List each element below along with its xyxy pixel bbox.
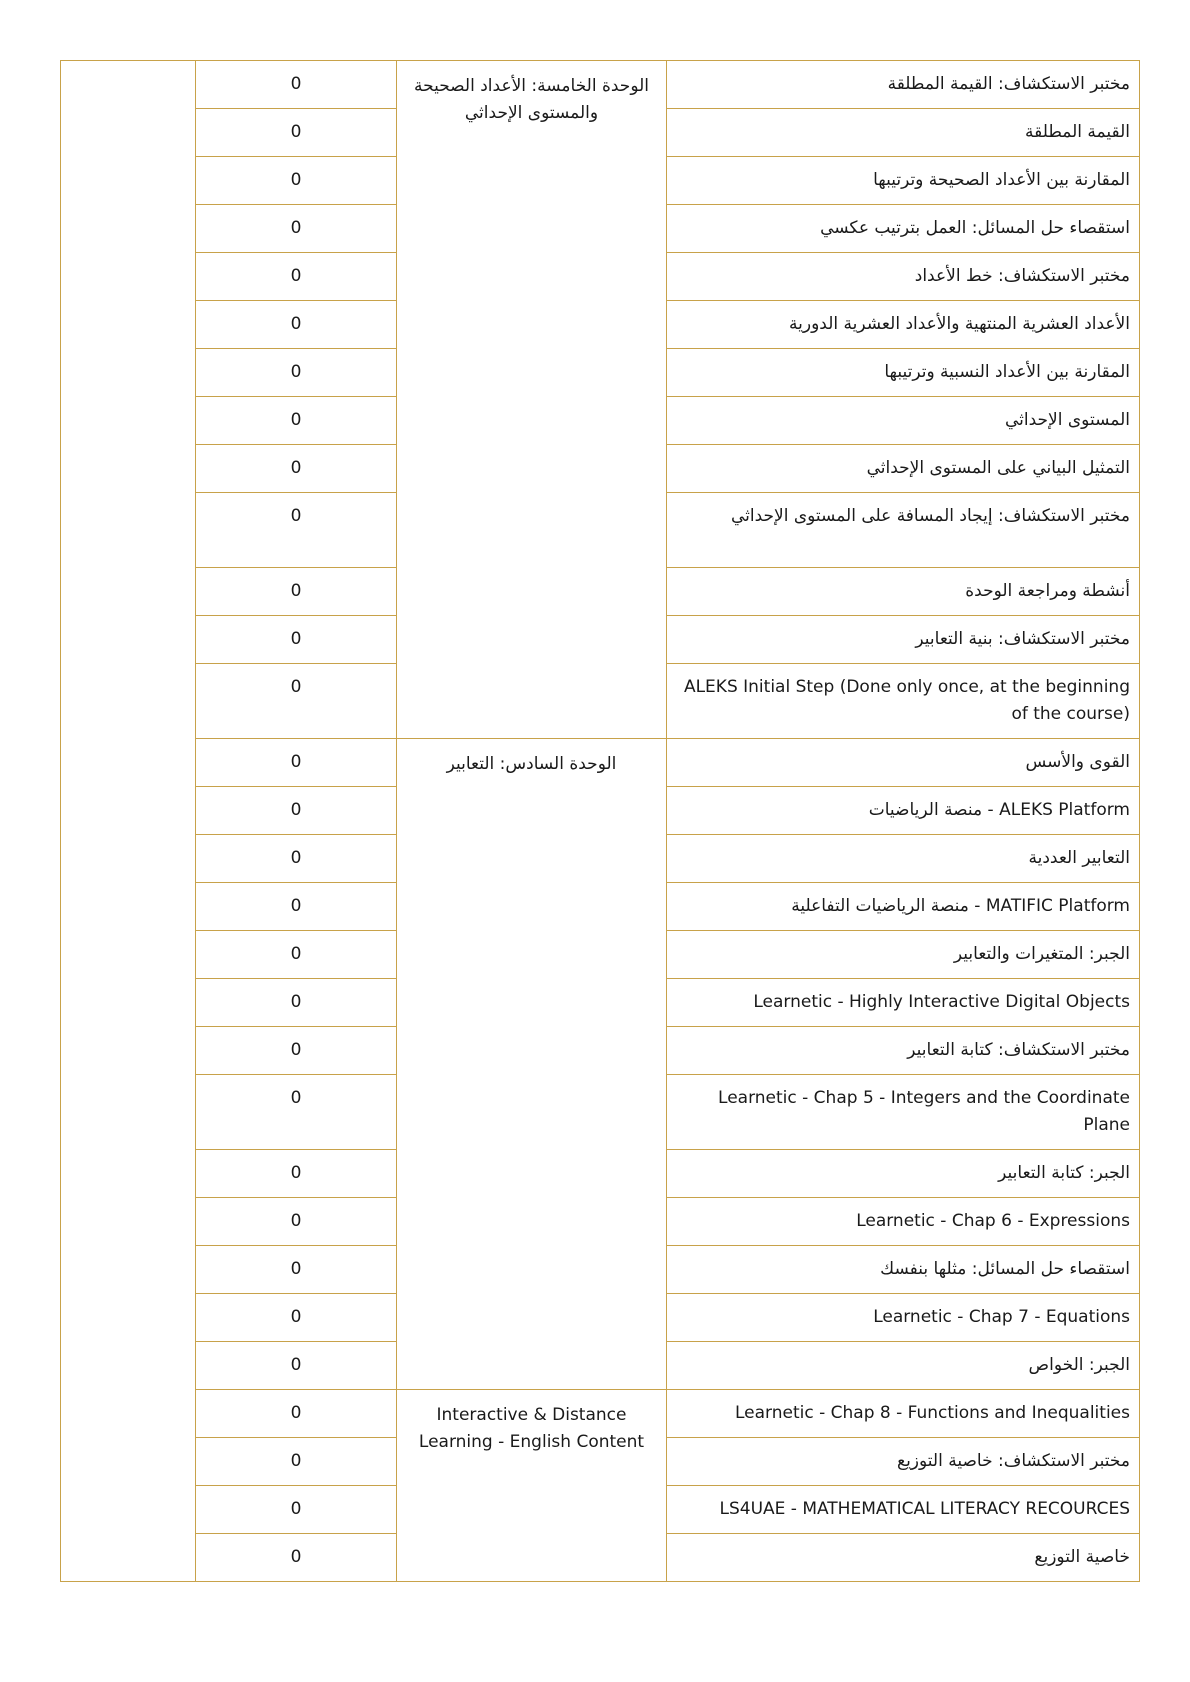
lesson-title: مختبر الاستكشاف: القيمة المطلقة xyxy=(887,74,1130,94)
score-cell xyxy=(196,1390,397,1438)
lesson-title-cell xyxy=(667,883,1140,931)
score-value: 0 xyxy=(290,1547,302,1567)
score-cell xyxy=(196,445,397,493)
score-cell xyxy=(196,61,397,109)
score-cell xyxy=(196,253,397,301)
lesson-title-cell xyxy=(667,301,1140,349)
lesson-title: Learnetic - Chap 6 - Expressions xyxy=(856,1211,1130,1231)
lesson-title: Learnetic - Chap 7 - Equations xyxy=(873,1307,1130,1327)
score-value: 0 xyxy=(290,1163,302,1183)
lesson-title: الأعداد العشرية المنتهية والأعداد العشرية الدورية xyxy=(789,314,1130,334)
lesson-title-cell xyxy=(667,664,1140,739)
score-value: 0 xyxy=(290,629,302,649)
lesson-title-cell xyxy=(667,205,1140,253)
lessons-table xyxy=(60,60,1140,1582)
score-value: 0 xyxy=(290,848,302,868)
lesson-title: الجبر: الخواص xyxy=(1028,1355,1130,1375)
lesson-title-cell xyxy=(667,109,1140,157)
lesson-title-cell xyxy=(667,1390,1140,1438)
unit-label: Interactive & Distance Learning - English Content xyxy=(418,1405,645,1452)
table-row xyxy=(61,61,1140,109)
score-value: 0 xyxy=(290,170,302,190)
score-cell xyxy=(196,1198,397,1246)
score-value: 0 xyxy=(290,800,302,820)
lesson-title: مختبر الاستكشاف: إيجاد المسافة على المستوى الإحداثي xyxy=(730,506,1130,526)
lesson-title: ALEKS Platform - منصة الرياضيات xyxy=(868,800,1130,820)
score-cell xyxy=(196,205,397,253)
lesson-title: مختبر الاستكشاف: خط الأعداد xyxy=(914,266,1130,286)
table-row xyxy=(61,739,1140,787)
lesson-title: الجبر: كتابة التعابير xyxy=(998,1163,1130,1183)
score-value: 0 xyxy=(290,218,302,238)
lesson-title: أنشطة ومراجعة الوحدة xyxy=(965,581,1130,601)
score-cell xyxy=(196,664,397,739)
lesson-title: استقصاء حل المسائل: مثلها بنفسك xyxy=(880,1259,1130,1279)
score-cell xyxy=(196,157,397,205)
score-cell xyxy=(196,1075,397,1150)
score-value: 0 xyxy=(290,314,302,334)
lesson-title-cell xyxy=(667,1246,1140,1294)
lesson-title-cell xyxy=(667,1027,1140,1075)
lesson-title: MATIFIC Platform - منصة الرياضيات التفاعلية xyxy=(791,896,1130,916)
score-cell xyxy=(196,835,397,883)
score-cell xyxy=(196,109,397,157)
score-cell xyxy=(196,616,397,664)
score-value: 0 xyxy=(290,1088,302,1108)
lesson-title: المستوى الإحداثي xyxy=(1005,410,1130,430)
unit-cell xyxy=(397,1390,667,1582)
score-cell xyxy=(196,301,397,349)
score-value: 0 xyxy=(290,1403,302,1423)
score-value: 0 xyxy=(290,752,302,772)
lesson-title: المقارنة بين الأعداد النسبية وترتيبها xyxy=(884,362,1130,382)
lesson-title: Learnetic - Highly Interactive Digital Objects xyxy=(753,992,1130,1012)
lesson-title-cell xyxy=(667,61,1140,109)
lesson-title: مختبر الاستكشاف: كتابة التعابير xyxy=(907,1040,1130,1060)
lesson-title-cell xyxy=(667,1534,1140,1582)
lesson-title-cell xyxy=(667,397,1140,445)
table-row xyxy=(61,1390,1140,1438)
score-value: 0 xyxy=(290,266,302,286)
lesson-title-cell xyxy=(667,1342,1140,1390)
score-cell xyxy=(196,568,397,616)
score-cell xyxy=(196,1246,397,1294)
unit-label: الوحدة السادس: التعابير xyxy=(446,754,617,774)
lesson-title-cell xyxy=(667,616,1140,664)
lesson-title-cell xyxy=(667,493,1140,568)
lesson-title: مختبر الاستكشاف: خاصية التوزيع xyxy=(897,1451,1130,1471)
lesson-title: Learnetic - Chap 5 - Integers and the Coordinate Plane xyxy=(718,1088,1130,1135)
lesson-title-cell xyxy=(667,931,1140,979)
score-value: 0 xyxy=(290,1040,302,1060)
lesson-title-cell xyxy=(667,1294,1140,1342)
score-value: 0 xyxy=(290,896,302,916)
lesson-title: استقصاء حل المسائل: العمل بترتيب عكسي xyxy=(820,218,1130,238)
lesson-title: القيمة المطلقة xyxy=(1025,122,1130,142)
score-cell xyxy=(196,979,397,1027)
lesson-title: Learnetic - Chap 8 - Functions and Inequalities xyxy=(734,1403,1130,1423)
lesson-title: ALEKS Initial Step (Done only once, at the beginning of the course) xyxy=(683,677,1130,724)
score-value: 0 xyxy=(290,581,302,601)
lesson-title: خاصية التوزيع xyxy=(1034,1547,1130,1567)
score-value: 0 xyxy=(290,992,302,1012)
score-value: 0 xyxy=(290,944,302,964)
lesson-title-cell xyxy=(667,568,1140,616)
unit-label: الوحدة الخامسة: الأعداد الصحيحة والمستوى الإحداثي xyxy=(413,76,650,123)
score-value: 0 xyxy=(290,506,302,526)
score-cell xyxy=(196,1342,397,1390)
empty-column-cell xyxy=(61,61,196,1582)
score-cell xyxy=(196,1027,397,1075)
score-cell xyxy=(196,931,397,979)
score-value: 0 xyxy=(290,122,302,142)
score-value: 0 xyxy=(290,1211,302,1231)
score-cell xyxy=(196,397,397,445)
score-value: 0 xyxy=(290,1355,302,1375)
lesson-title: مختبر الاستكشاف: بنية التعابير xyxy=(915,629,1130,649)
lesson-title-cell xyxy=(667,835,1140,883)
lesson-title: الجبر: المتغيرات والتعابير xyxy=(953,944,1130,964)
score-value: 0 xyxy=(290,458,302,478)
lesson-title-cell xyxy=(667,445,1140,493)
score-cell xyxy=(196,493,397,568)
score-cell xyxy=(196,1486,397,1534)
lesson-title-cell xyxy=(667,1438,1140,1486)
score-cell xyxy=(196,1534,397,1582)
lesson-title: التمثيل البياني على المستوى الإحداثي xyxy=(866,458,1130,478)
score-cell xyxy=(196,739,397,787)
score-value: 0 xyxy=(290,1499,302,1519)
score-cell xyxy=(196,1438,397,1486)
lesson-title-cell xyxy=(667,253,1140,301)
unit-cell xyxy=(397,61,667,739)
lesson-title-cell xyxy=(667,1075,1140,1150)
score-value: 0 xyxy=(290,1451,302,1471)
score-cell xyxy=(196,1294,397,1342)
lesson-title-cell xyxy=(667,1198,1140,1246)
score-cell xyxy=(196,349,397,397)
score-value: 0 xyxy=(290,410,302,430)
lesson-title: المقارنة بين الأعداد الصحيحة وترتيبها xyxy=(873,170,1130,190)
lesson-title: القوى والأسس xyxy=(1025,752,1130,772)
score-value: 0 xyxy=(290,362,302,382)
lesson-title-cell xyxy=(667,979,1140,1027)
lesson-title-cell xyxy=(667,739,1140,787)
lesson-title: LS4UAE - MATHEMATICAL LITERACY RECOURCES xyxy=(719,1499,1130,1519)
score-cell xyxy=(196,883,397,931)
score-cell xyxy=(196,787,397,835)
score-cell xyxy=(196,1150,397,1198)
score-value: 0 xyxy=(290,677,302,697)
lesson-title-cell xyxy=(667,349,1140,397)
lesson-title-cell xyxy=(667,157,1140,205)
lessons-table-body xyxy=(61,61,1140,1582)
score-value: 0 xyxy=(290,1307,302,1327)
lesson-title-cell xyxy=(667,1486,1140,1534)
score-value: 0 xyxy=(290,1259,302,1279)
lesson-title: التعابير العددية xyxy=(1028,848,1130,868)
lesson-title-cell xyxy=(667,1150,1140,1198)
unit-cell xyxy=(397,739,667,1390)
lesson-title-cell xyxy=(667,787,1140,835)
score-value: 0 xyxy=(290,74,302,94)
